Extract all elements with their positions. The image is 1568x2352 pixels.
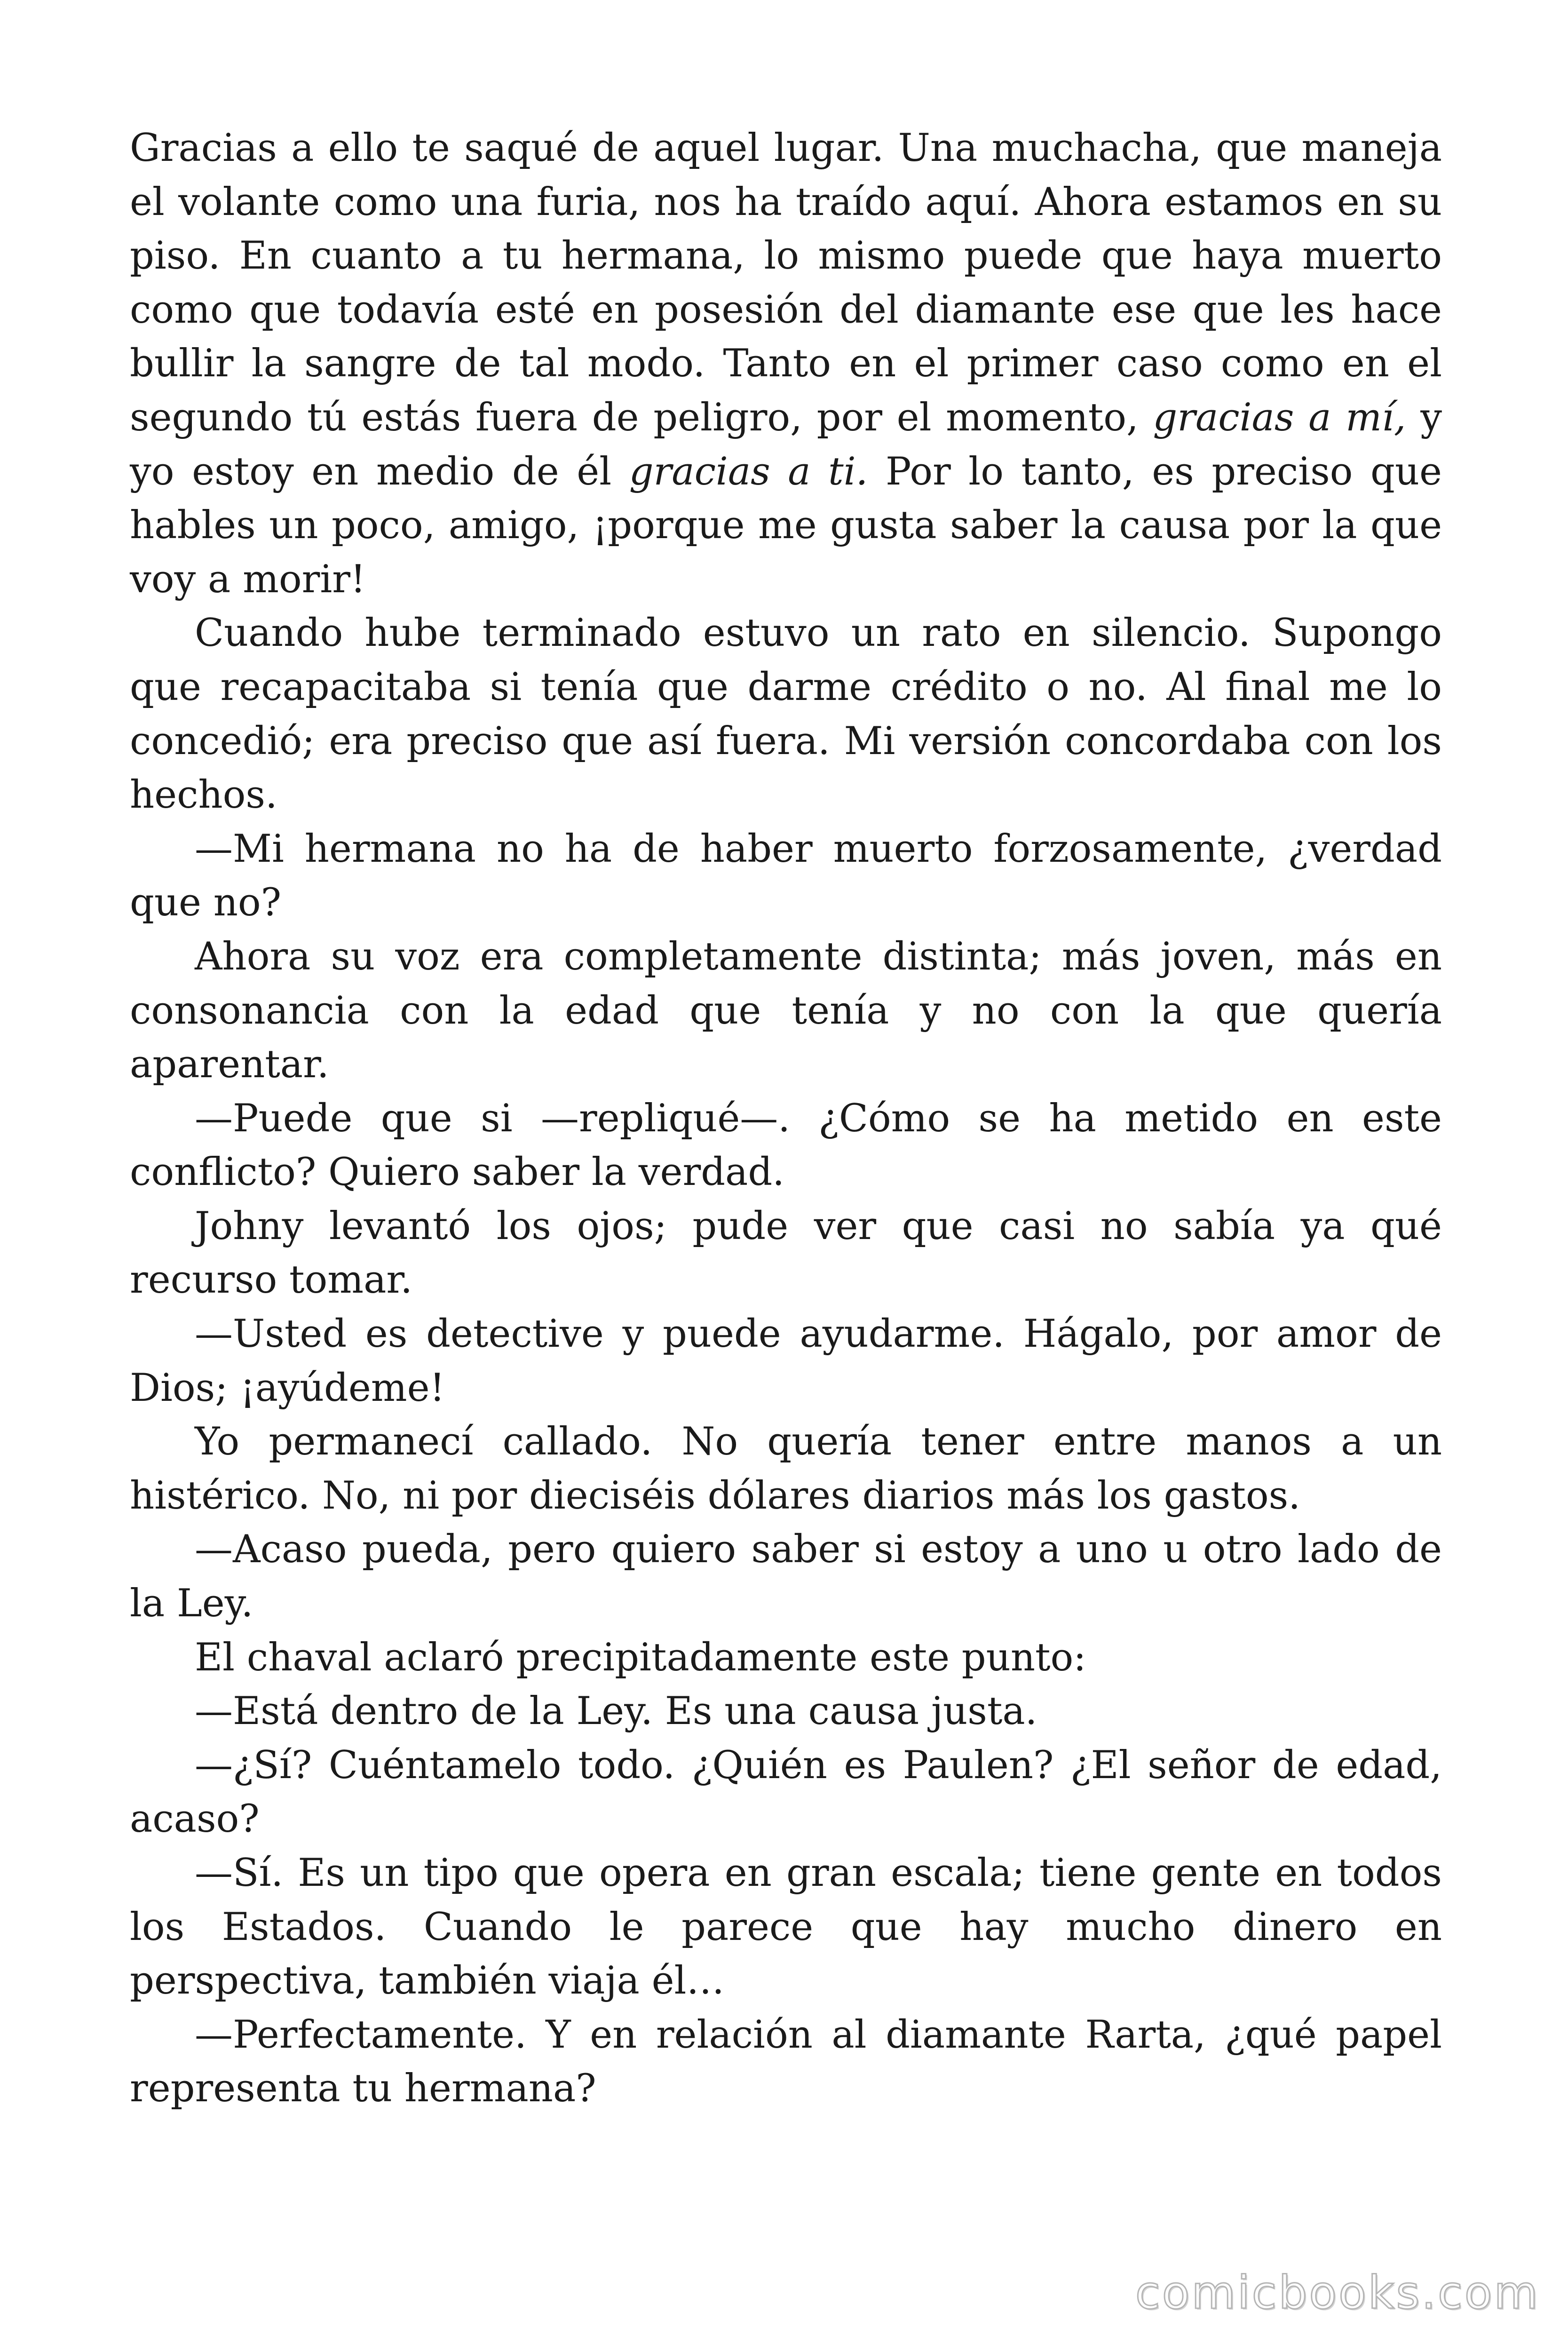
text-run: Por lo tanto, es preciso que hables un poco, amigo, ¡porque me gusta saber la causa por la que voy a morir! xyxy=(130,449,1442,602)
italic-text: gracias a ti. xyxy=(629,449,868,494)
text-run: y yo estoy en medio de él xyxy=(130,395,1442,494)
paragraph: Cuando hube terminado estuvo un rato en silencio. Supongo que recapacitaba si tenía que darme crédito o no. Al final me lo concedió; era preciso que así fuera. Mi versión concordaba con los hechos. xyxy=(130,611,1442,818)
paragraph: —Usted es detective y puede ayudarme. Hágalo, por amor de Dios; ¡ayúdeme! xyxy=(130,1312,1442,1410)
text-run: Gracias a ello te saqué de aquel lugar. Una muchacha, que maneja el volante como una furia, nos ha traído aquí. Ahora estamos en su piso. En cuanto a tu hermana, lo mismo puede que haya muerto como que todavía esté en posesión del diamante ese que les hace bullir la sangre de tal modo. Tanto en el primer caso como en el segundo tú estás fuera de peligro, por el momento, xyxy=(130,126,1442,440)
paragraph: —Mi hermana no ha de haber muerto forzosamente, ¿verdad que no? xyxy=(130,826,1442,925)
paragraph: El chaval aclaró precipitadamente este punto: xyxy=(195,1635,1086,1680)
paragraph: —Sí. Es un tipo que opera en gran escala; tiene gente en todos los Estados. Cuando le parece que hay mucho dinero en perspectiva, también viaja él… xyxy=(130,1851,1442,2003)
paragraph: —Puede que si —repliqué—. ¿Cómo se ha metido en este conflicto? Quiero saber la verdad. xyxy=(130,1096,1442,1195)
paragraph: —¿Sí? Cuéntamelo todo. ¿Quién es Paulen? ¿El señor de edad, acaso? xyxy=(130,1743,1442,1842)
paragraph: Ahora su voz era completamente distinta; más joven, más en consonancia con la edad que tenía y no con la que quería aparentar. xyxy=(130,934,1442,1087)
body-text xyxy=(130,121,1442,2116)
paragraph: —Está dentro de la Ley. Es una causa justa. xyxy=(195,1689,1037,1734)
paragraph xyxy=(130,121,1442,606)
paragraph: —Acaso pueda, pero quiero saber si estoy a uno u otro lado de la Ley. xyxy=(130,1527,1442,1626)
italic-text: gracias a mí, xyxy=(1153,395,1406,440)
paragraph: —Perfectamente. Y en relación al diamante Rarta, ¿qué papel representa tu hermana? xyxy=(130,2012,1442,2111)
paragraph: Johny levantó los ojos; pude ver que casi no sabía ya qué recurso tomar. xyxy=(130,1204,1442,1303)
watermark: comicbooks.com xyxy=(1135,2266,1540,2319)
paragraph: Yo permanecí callado. No quería tener entre manos a un histérico. No, ni por dieciséis dólares diarios más los gastos. xyxy=(130,1420,1442,1518)
